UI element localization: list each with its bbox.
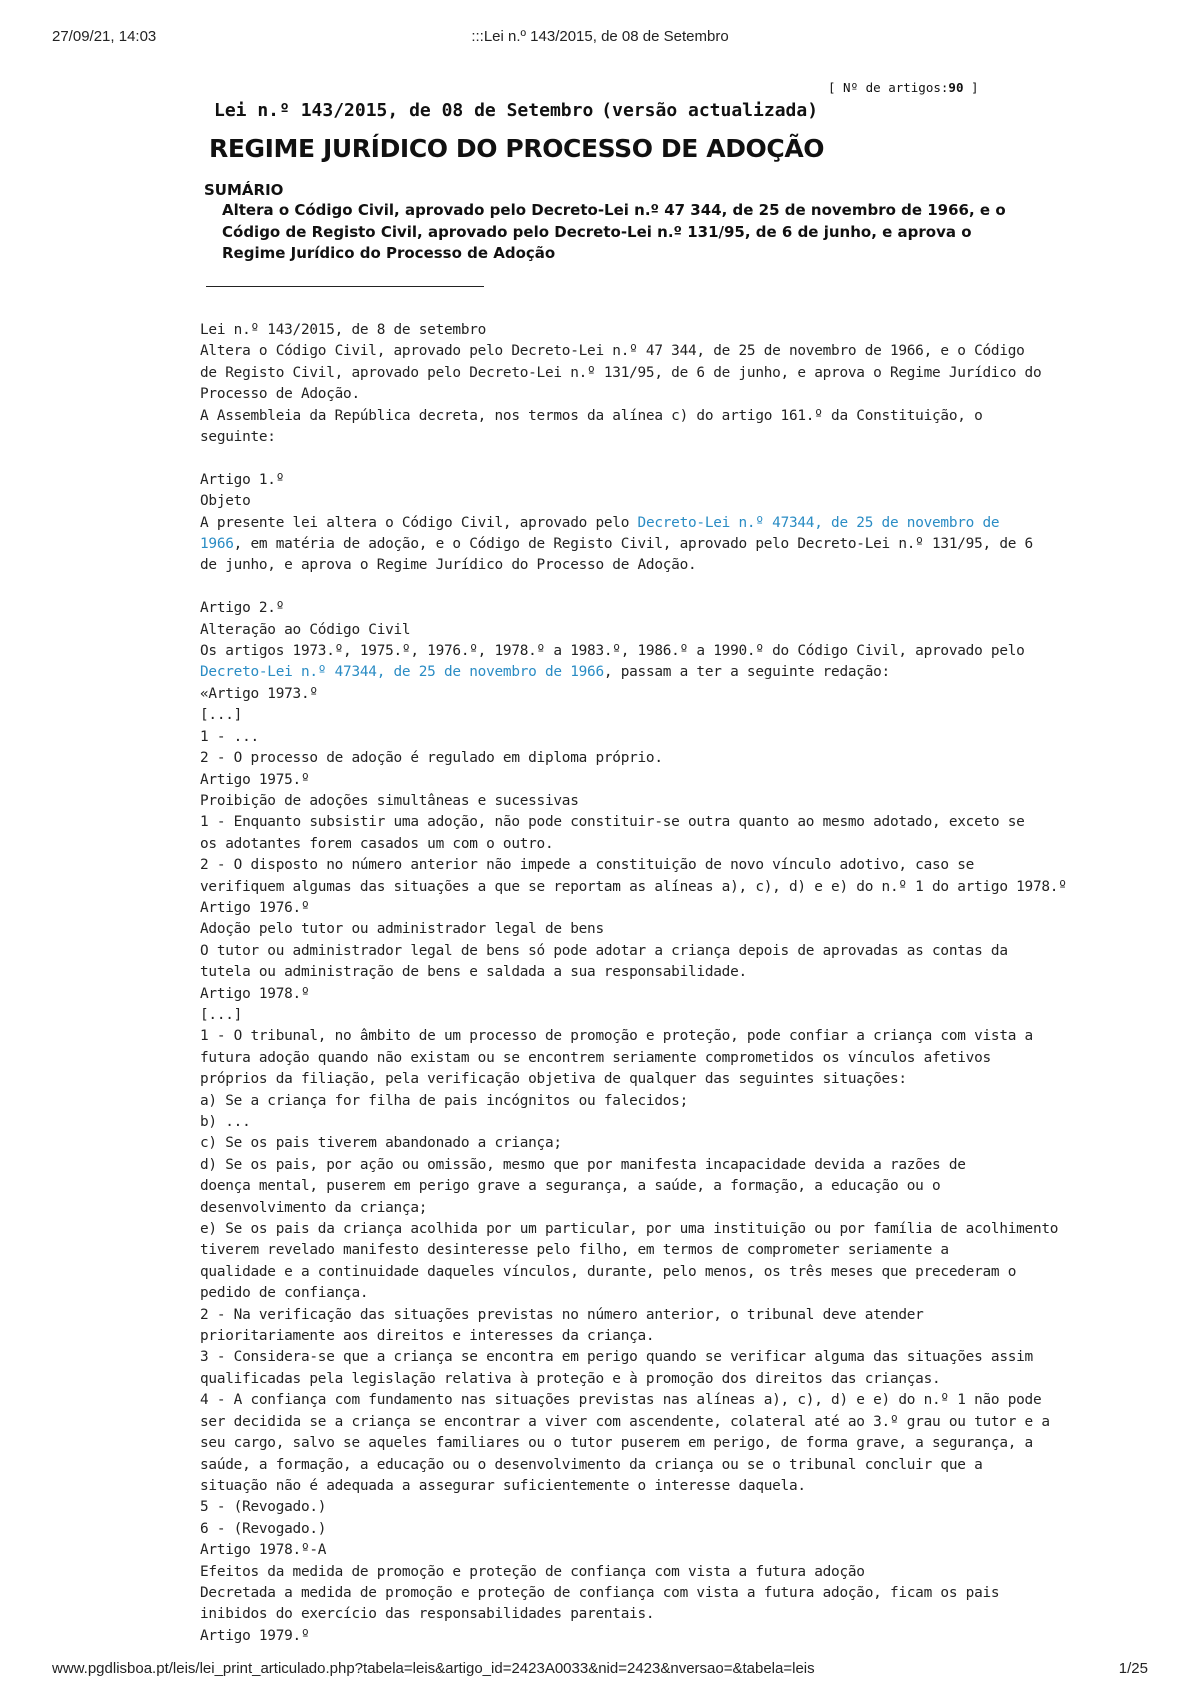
sumario-line: Regime Jurídico do Processo de Adoção [222,244,556,262]
body-line: desenvolvimento da criança; [200,1199,428,1216]
body-line: situação não é adequada a assegurar suficientemente o interesse daquela. [200,1477,806,1494]
body-line: saúde, a formação, a educação ou o desenvolvimento da criança ou se o tribunal concluir que a [200,1456,983,1473]
sumario-line: Código de Registo Civil, aprovado pelo Decreto-Lei n.º 131/95, de 6 de junho, e aprova o [222,222,972,241]
article-heading: Artigo 1975.º [200,771,310,788]
body-line: 2 - O processo de adoção é regulado em diploma próprio. [200,750,663,767]
body-line: [...] [200,707,243,724]
body-line: 3 - Considera-se que a criança se encontra em perigo quando se verificar alguma das situações assim [200,1349,1033,1366]
body-line: de Registo Civil, aprovado pelo Decreto-Lei n.º 131/95, de 6 de junho, e aprova o Regime Jurídico do [200,364,1042,381]
print-datetime: 27/09/21, 14:03 [52,28,157,45]
law-name: Lei n.º 143/2015, de 08 de Setembro [214,100,594,121]
body-line: Decretada a medida de promoção e proteção de confiança com vista a futura adoção, ficam os pais [200,1584,1000,1601]
body-line: 2 - Na verificação das situações previstas no número anterior, o tribunal deve atender [200,1306,924,1323]
article-count [828,80,979,95]
page-number: 1/25 [1118,1660,1148,1677]
body-line: qualificadas pela legislação relativa à proteção e à promoção dos direitos das crianças. [200,1370,941,1387]
body-line: 6 - (Revogado.) [200,1520,327,1537]
body-line: ser decidida se a criança se encontrar a viver com ascendente, colateral até ao 3.º grau ou tutor e a [200,1413,1050,1430]
regime-title: REGIME JURÍDICO DO PROCESSO DE ADOÇÃO [209,134,825,163]
body-line [200,534,1045,555]
article-heading: Artigo 1978.º-A [200,1542,327,1559]
article-count-value: 90 [948,80,964,95]
print-footer [52,1660,1148,1682]
body-line [200,513,1045,534]
body-line: 4 - A confiança com fundamento nas situações previstas nas alíneas a), c), d) e e) do n.º 1 não pode [200,1392,1042,1409]
article-heading: Artigo 1976.º [200,899,310,916]
article-heading: Artigo 1.º [200,471,285,488]
body-line: 1 - ... [200,728,259,745]
article-subject: Proibição de adoções simultâneas e sucessivas [200,792,579,809]
article-count-close: ] [971,80,979,95]
body-line: futura adoção quando não existam ou se encontrem seriamente comprometidos os vínculos afetivos [200,1049,991,1066]
body-line: seu cargo, salvo se aqueles familiares ou o tutor puserem em perigo, de forma grave, a segurança, a [200,1435,1033,1452]
paragraph-gap [200,448,1045,469]
article-heading: Artigo 1979.º [200,1627,310,1644]
body-line: tutela ou administração de bens e saldada a sua responsabilidade. [200,964,747,981]
body-line: inibidos do exercício das responsabilidades parentais. [200,1606,655,1623]
paragraph-gap [200,577,1045,598]
body-line: Lei n.º 143/2015, de 8 de setembro [200,322,487,338]
body-line: próprios da filiação, pela verificação objetiva de qualquer das seguintes situações: [200,1071,907,1088]
body-line: pedido de confiança. [200,1285,369,1302]
body-line: Processo de Adoção. [200,386,360,403]
body-line: Altera o Código Civil, aprovado pelo Decreto-Lei n.º 47 344, de 25 de novembro de 1966, e o Código [200,343,1025,360]
body-line: tiverem revelado manifesto desinteresse pelo filho, em termos de comprometer seriamente a [200,1242,949,1259]
sumario-text [222,200,1042,265]
body-text-segment: , passam a ter a seguinte redação: [603,664,890,681]
article-subject: Adoção pelo tutor ou administrador legal de bens [200,921,604,938]
body-text-segment: A presente lei altera o Código Civil, aprovado pelo [200,514,638,531]
law-title [214,100,818,121]
body-line: O tutor ou administrador legal de bens só pode adotar a criança depois de aprovadas as contas da [200,942,1008,959]
body-line: d) Se os pais, por ação ou omissão, mesmo que por manifesta incapacidade devida a razões de [200,1156,966,1173]
version-note: (versão actualizada) [601,100,819,121]
body-line: doença mental, puserem em perigo grave a segurança, a saúde, a formação, a educação ou o [200,1178,941,1195]
body-line: a) Se a criança for filha de pais incógnitos ou falecidos; [200,1092,689,1109]
article-subject: Objeto [200,493,251,510]
article-subject: Efeitos da medida de promoção e proteção de confiança com vista a futura adoção [200,1563,865,1580]
body-line: Os artigos 1973.º, 1975.º, 1976.º, 1978.º a 1983.º, 1986.º a 1990.º do Código Civil, aprovado pelo [200,643,1025,660]
body-line: 5 - (Revogado.) [200,1499,327,1516]
article-heading: «Artigo 1973.º [200,685,318,702]
body-text-segment: , em matéria de adoção, e o Código de Registo Civil, aprovado pelo Decreto-Lei n.º 131/95, de 6 [233,536,1033,553]
article-heading: Artigo 2.º [200,600,285,617]
divider [206,286,484,287]
body-line: 2 - O disposto no número anterior não impede a constituição de novo vínculo adotivo, caso se [200,857,975,874]
body-line: A Assembleia da República decreta, nos termos da alínea c) do artigo 161.º da Constituição, o [200,407,983,424]
body-line: [...] [200,1006,243,1023]
body-line: de junho, e aprova o Regime Jurídico do Processo de Adoção. [200,557,697,574]
decreto-lei-link[interactable]: Decreto-Lei n.º 47344, de 25 de novembro de [637,514,1000,531]
sumario-line: Altera o Código Civil, aprovado pelo Decreto-Lei n.º 47 344, de 25 de novembro de 1966, e o [222,201,1006,219]
article-subject: Alteração ao Código Civil [200,621,411,638]
body-line: b) ... [200,1114,251,1130]
decreto-lei-link[interactable]: Decreto-Lei n.º 47344, de 25 de novembro de 1966 [200,664,604,681]
print-doc-title: :::Lei n.º 143/2015, de 08 de Setembro [471,28,729,45]
body-line: e) Se os pais da criança acolhida por um particular, por uma instituição ou por família de acolhimento [200,1221,1059,1238]
body-line: qualidade e a continuidade daqueles vínculos, durante, pelo menos, os três meses que precederam o [200,1263,1017,1280]
article-count-label: [ Nº de artigos: [828,80,949,95]
body-line: os adotantes forem casados um com o outro. [200,835,554,852]
print-header [52,28,1148,50]
law-body [200,320,1067,1647]
body-line [200,662,1045,683]
body-line: prioritariamente aos direitos e interesses da criança. [200,1328,655,1345]
sumario-label: SUMÁRIO [204,181,284,199]
article-heading: Artigo 1978.º [200,985,310,1002]
print-url: www.pgdlisboa.pt/leis/lei_print_articulado.php?tabela=leis&artigo_id=2423A0033&nid=2423&nversao=&tabela=leis [52,1660,815,1677]
decreto-lei-link[interactable]: 1966 [200,536,234,553]
body-line: c) Se os pais tiverem abandonado a criança; [200,1135,562,1152]
body-line: 1 - O tribunal, no âmbito de um processo de promoção e proteção, pode confiar a criança com vista a [200,1028,1033,1045]
body-line: seguinte: [200,429,276,446]
body-line: 1 - Enquanto subsistir uma adoção, não pode constituir-se outra quanto ao mesmo adotado, exceto se [200,814,1025,831]
body-line: verifiquem algumas das situações a que se reportam as alíneas a), c), d) e e) do n.º 1 do artigo 1978.º [200,878,1067,895]
